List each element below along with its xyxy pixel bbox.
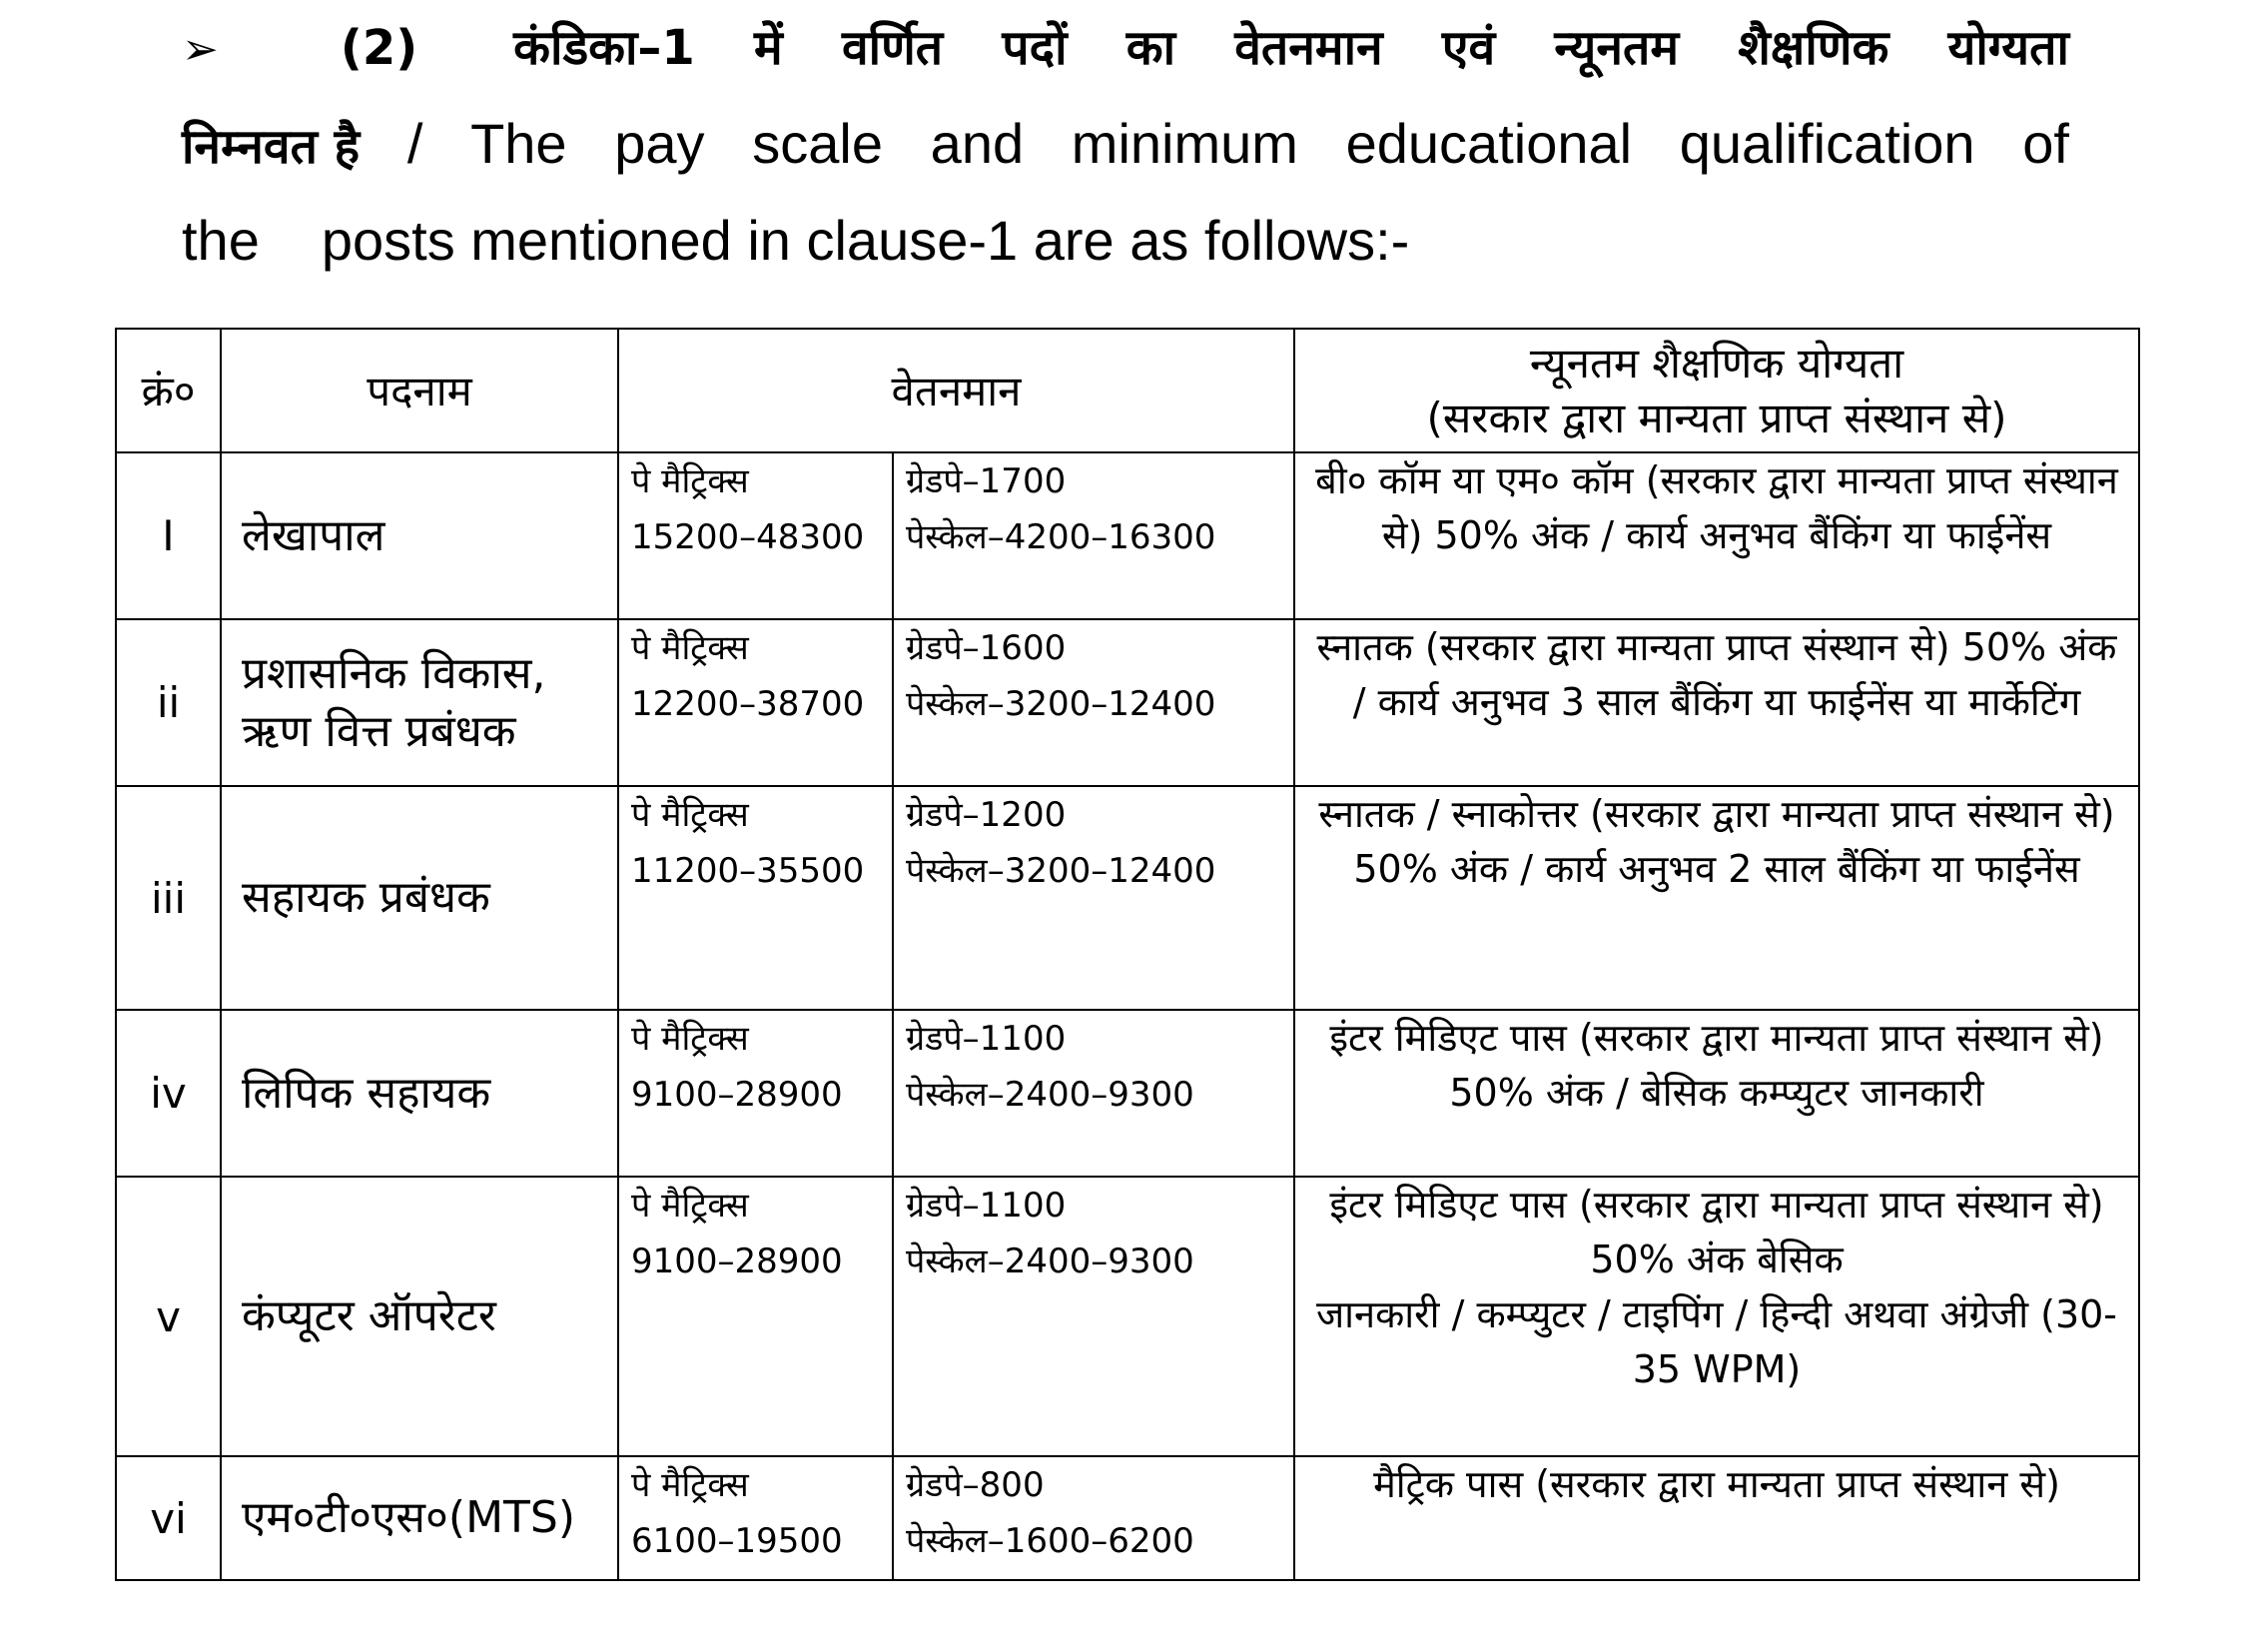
heading-hindi-tail: निम्नवत है (182, 119, 361, 175)
grade-pay: ग्रेडपे–1700 (906, 461, 1067, 501)
qualification-cell: बी० कॉम या एम० कॉम (सरकार द्वारा मान्यता प्राप्त संस्थान से) 50% अंक / कार्य अनुभव बैंकिंग या फाईनेंस (1294, 452, 2139, 619)
grade-pay-cell (893, 619, 1294, 786)
heading-word: न्यूनतम (1554, 20, 1680, 76)
pay-scale-table (115, 328, 2140, 1581)
pay-matrix-cell (618, 786, 893, 1010)
section-heading (182, 0, 2069, 288)
serial-cell: iv (116, 1010, 221, 1177)
qualification-text: इंटर मिडिएट पास (सरकार द्वारा मान्यता प्राप्त संस्थान से) (1329, 1183, 2104, 1227)
pay-matrix-cell (618, 1177, 893, 1456)
header-qualification-title: न्यूनतम शैक्षणिक योग्यता (1529, 339, 1904, 388)
heading-line-2 (182, 97, 2069, 194)
heading-word: qualification (1679, 112, 1975, 175)
pay-scale: पेस्केल–2400–9300 (906, 1075, 1194, 1115)
heading-word: educational (1345, 112, 1633, 175)
pay-matrix-value: 6100–19500 (631, 1521, 843, 1561)
pay-matrix-value: 12200–38700 (631, 684, 865, 724)
pay-matrix-cell (618, 619, 893, 786)
pay-matrix-label: पे मैट्रिक्स (631, 461, 749, 501)
heading-word: and (930, 112, 1025, 175)
qualification-text: इंटर मिडिएट पास (सरकार द्वारा मान्यता प्राप्त संस्थान से) (1329, 1016, 2104, 1060)
heading-word: minimum (1071, 112, 1298, 175)
grade-pay-cell (893, 1010, 1294, 1177)
qualification-cell (1294, 1010, 2139, 1177)
post-cell: सहायक प्रबंधक (221, 786, 618, 1010)
grade-pay: ग्रेडपे–1200 (906, 795, 1067, 835)
table-row (116, 1177, 2139, 1456)
grade-pay-cell (893, 1177, 1294, 1456)
serial-cell: vi (116, 1456, 221, 1580)
pay-matrix-value: 11200–35500 (631, 851, 865, 891)
pay-matrix-label: पे मैट्रिक्स (631, 628, 749, 668)
qualification-cell (1294, 786, 2139, 1010)
qualification-extra: 50% अंक / कार्य अनुभव 2 साल बैंकिंग या फाईनेंस (1353, 847, 2080, 891)
post-cell: लेखापाल (221, 452, 618, 619)
heading-word: The (470, 112, 567, 175)
heading-word: एवं (1441, 20, 1496, 76)
heading-word: / (406, 112, 423, 175)
heading-word: the (182, 209, 260, 272)
grade-pay-cell (893, 786, 1294, 1010)
paragraph-number: (2) (340, 20, 418, 76)
heading-word: of (2022, 112, 2069, 175)
heading-english-tail: posts mentioned in clause-1 are as follows:- (321, 209, 1410, 272)
post-cell: प्रशासनिक विकास, ऋण वित्त प्रबंधक (221, 619, 618, 786)
heading-line-1 (182, 0, 2069, 97)
qualification-cell (1294, 1177, 2139, 1456)
bullet-arrow-icon: ➢ (182, 24, 219, 75)
heading-word: का (1125, 20, 1176, 76)
pay-scale: पेस्केल–3200–12400 (906, 684, 1216, 724)
serial-cell: I (116, 452, 221, 619)
pay-matrix-cell (618, 1456, 893, 1580)
post-cell: एम०टी०एस०(MTS) (221, 1456, 618, 1580)
pay-matrix-label: पे मैट्रिक्स (631, 1019, 749, 1059)
pay-matrix-label: पे मैट्रिक्स (631, 1465, 749, 1505)
heading-word: scale (752, 112, 883, 175)
pay-matrix-value: 9100–28900 (631, 1075, 843, 1115)
heading-word: वर्णित (841, 20, 944, 76)
header-post: पदनाम (221, 329, 618, 452)
grade-pay: ग्रेडपे–1100 (906, 1019, 1067, 1059)
heading-word: pay (614, 112, 705, 175)
grade-pay-cell (893, 452, 1294, 619)
qualification-text: स्नातक / स्नाकोत्तर (सरकार द्वारा मान्यता प्राप्त संस्थान से) (1318, 792, 2115, 836)
grade-pay: ग्रेडपे–1100 (906, 1186, 1067, 1226)
heading-word: कंडिका–1 (513, 20, 695, 76)
pay-matrix-cell (618, 452, 893, 619)
pay-matrix-value: 9100–28900 (631, 1241, 843, 1281)
table-row (116, 1010, 2139, 1177)
heading-word: में (754, 20, 783, 76)
pay-matrix-value: 15200–48300 (631, 517, 865, 557)
header-serial: क्रं० (116, 329, 221, 452)
table-row (116, 452, 2139, 619)
post-cell: लिपिक सहायक (221, 1010, 618, 1177)
post-cell: कंप्यूटर ऑपरेटर (221, 1177, 618, 1456)
qualification-extra-2: जानकारी / कम्प्युटर / टाइपिंग / हिन्दी अथवा अंग्रेजी (30-35 WPM) (1315, 1292, 2118, 1391)
pay-scale: पेस्केल–3200–12400 (906, 851, 1216, 891)
heading-word: पदों (1002, 20, 1068, 76)
pay-matrix-label: पे मैट्रिक्स (631, 795, 749, 835)
heading-word: शैक्षणिक (1738, 20, 1889, 76)
header-qualification (1294, 329, 2139, 452)
pay-scale: पेस्केल–4200–16300 (906, 517, 1216, 557)
pay-scale: पेस्केल–2400–9300 (906, 1241, 1194, 1281)
header-pay-scale: वेतनमान (618, 329, 1294, 452)
serial-cell: iii (116, 786, 221, 1010)
pay-matrix-cell (618, 1010, 893, 1177)
qualification-cell: मैट्रिक पास (सरकार द्वारा मान्यता प्राप्त संस्थान से) (1294, 1456, 2139, 1580)
grade-pay-cell (893, 1456, 1294, 1580)
table-row (116, 786, 2139, 1010)
heading-word: वेतनमान (1234, 20, 1383, 76)
table-header-row (116, 329, 2139, 452)
serial-cell: ii (116, 619, 221, 786)
grade-pay: ग्रेडपे–1600 (906, 628, 1067, 668)
header-qualification-note: (सरकार द्वारा मान्यता प्राप्त संस्थान से) (1426, 394, 2007, 442)
qualification-extra: 50% अंक / बेसिक कम्प्युटर जानकारी (1449, 1071, 1984, 1115)
serial-cell: v (116, 1177, 221, 1456)
grade-pay: ग्रेडपे–800 (906, 1465, 1045, 1505)
heading-lead (182, 0, 695, 97)
qualification-cell: स्नातक (सरकार द्वारा मान्यता प्राप्त संस्थान से) 50% अंक / कार्य अनुभव 3 साल बैंकिंग या फाईनेंस या मार्केटिंग (1294, 619, 2139, 786)
qualification-extra: 50% अंक बेसिक (1590, 1238, 1844, 1281)
heading-line-3 (182, 194, 2069, 288)
pay-matrix-label: पे मैट्रिक्स (631, 1186, 749, 1226)
heading-word: योग्यता (1947, 20, 2069, 76)
table-row (116, 619, 2139, 786)
pay-scale: पेस्केल–1600–6200 (906, 1521, 1194, 1561)
table-row (116, 1456, 2139, 1580)
